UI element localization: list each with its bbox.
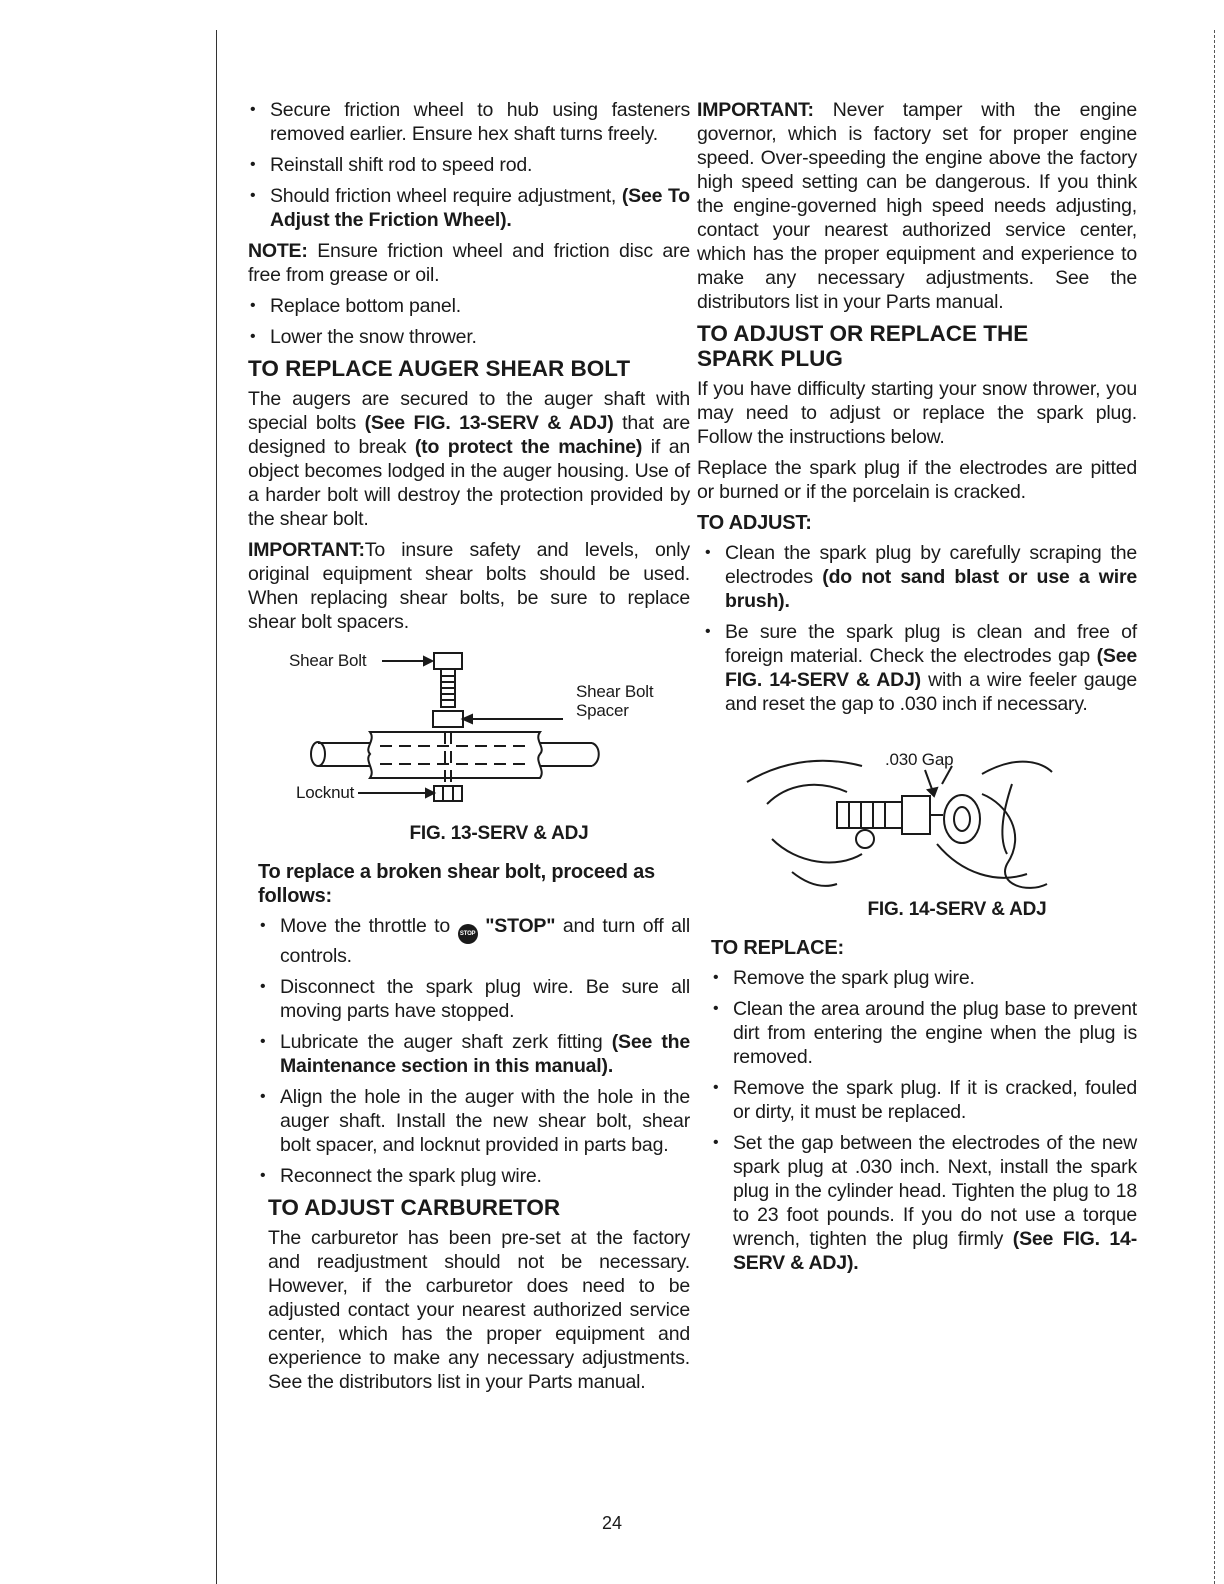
replace-heading: TO REPLACE: [711, 937, 844, 959]
adjust-steps [697, 541, 1137, 716]
list-item: • Secure friction wheel to hub using fasteners removed earlier. Ensure hex shaft turns freely. [248, 98, 690, 146]
label-gap: .030 Gap [885, 750, 954, 769]
list-item: • Set the gap between the electrodes of the new spark plug at .030 inch. Next, install the spark plug in the cylinder head. Tighten the plug to 18 to 23 foot pounds. If you do not use a torque wrench, tighten the plug firmly (See FIG. 14-SERV & ADJ). [711, 1131, 1137, 1275]
spark-plug-intro: If you have difficulty starting your snow thrower, you may need to adjust or replace the spark plug. Follow the instructions below. [697, 378, 1137, 448]
figure-13-caption: FIG. 13-SERV & ADJ [409, 823, 589, 844]
replace-section [697, 936, 1137, 1275]
left-column [248, 98, 690, 1401]
carburetor-paragraph: The carburetor has been pre-set at the factory and readjustment should not be necessary. However, if the carburetor does need to be adjusted contact your nearest authorized service center, which has the proper equipment and experience to make any necessary adjustments. See the distributors list in your Parts manual. [268, 1227, 690, 1393]
governor-important-paragraph: IMPORTANT: Never tamper with the engine governor, which is factory set for proper engine speed. Over-speeding the engine above the factory high speed setting can be dangerous. If you think the engine-governed high speed needs adjusting, contact your nearest authorized service center, which has the proper equipment and experience to make any necessary adjustments. See the distributors list in your Parts manual. [697, 99, 1137, 313]
list-item: • Should friction wheel require adjustment, (See To Adjust the Friction Wheel). [248, 184, 690, 232]
list-item: • Clean the spark plug by carefully scraping the electrodes (do not sand blast or use a wire brush). [703, 541, 1137, 613]
figure-14 [697, 744, 1137, 892]
list-item: • Lower the snow thrower. [248, 325, 690, 349]
important-paragraph: IMPORTANT:To insure safety and levels, only original equipment shear bolts should be used. When replacing shear bolts, be sure to replace shear bolt spacers. [248, 539, 690, 633]
procedure-heading: To replace a broken shear bolt, proceed as follows: [258, 861, 655, 907]
right-column [697, 98, 1137, 1282]
list-item: • Clean the area around the plug base to prevent dirt from entering the engine when the plug is removed. [711, 997, 1137, 1069]
list-item: • Disconnect the spark plug wire. Be sure all moving parts have stopped. [258, 975, 690, 1023]
panel-steps [248, 294, 690, 349]
spark-plug-heading: TO ADJUST OR REPLACE THE SPARK PLUG [697, 321, 1029, 371]
list-item: • Remove the spark plug. If it is cracked, fouled or dirty, it must be replaced. [711, 1076, 1137, 1124]
label-shear-bolt-spacer-line2: Spacer [576, 701, 629, 720]
shear-bolt-heading: TO REPLACE AUGER SHEAR BOLT [248, 356, 631, 381]
page-number: 24 [601, 1513, 623, 1533]
shear-bolt-steps [248, 914, 690, 1188]
list-item: • Lubricate the auger shaft zerk fitting (See the Maintenance section in this manual). [258, 1030, 690, 1078]
carburetor-section [248, 1195, 690, 1394]
adjust-heading: TO ADJUST: [697, 512, 812, 534]
replace-steps [711, 966, 1137, 1275]
note-paragraph: NOTE: Ensure friction wheel and friction disc are free from grease or oil. [248, 240, 690, 286]
label-shear-bolt-spacer-line1: Shear Bolt [576, 682, 654, 701]
carburetor-heading: TO ADJUST CARBURETOR [268, 1195, 561, 1220]
list-item: • Reconnect the spark plug wire. [258, 1164, 690, 1188]
list-item: • Reinstall shift rod to speed rod. [248, 153, 690, 177]
list-item: • Remove the spark plug wire. [711, 966, 1137, 990]
note-label: NOTE: [248, 240, 308, 262]
label-locknut: Locknut [296, 783, 355, 802]
spark-plug-replace-condition: Replace the spark plug if the electrodes are pitted or burned or if the porcelain is cracked. [697, 457, 1137, 503]
list-item: • Replace bottom panel. [248, 294, 690, 318]
label-shear-bolt: Shear Bolt [289, 651, 367, 670]
friction-wheel-reference: (See To Adjust the Friction Wheel). [270, 185, 690, 231]
stop-icon: STOP [458, 924, 478, 944]
page-margin-line-left [216, 30, 217, 1584]
figure-13 [248, 648, 690, 820]
list-item: • Be sure the spark plug is clean and free of foreign material. Check the electrodes gap (See FIG. 14-SERV & ADJ) with a wire feeler gauge and reset the gap to .030 inch if necessary. [703, 620, 1137, 716]
important-label: IMPORTANT: [697, 99, 814, 121]
figure-14-caption: FIG. 14-SERV & ADJ [867, 899, 1047, 920]
page-margin-line-right [1214, 30, 1215, 1584]
friction-wheel-steps [248, 98, 690, 232]
list-item: • Move the throttle to STOP "STOP" and turn off all controls. [258, 914, 690, 968]
important-label: IMPORTANT: [248, 539, 365, 561]
list-item: • Align the hole in the auger with the hole in the auger shaft. Install the new shear bolt, shear bolt spacer, and locknut provided in parts bag. [258, 1085, 690, 1157]
shear-bolt-paragraph: The augers are secured to the auger shaft with special bolts (See FIG. 13-SERV & ADJ) that are designed to break (to protect the machine) if an object becomes lodged in the auger housing. Use of a harder bolt will destroy the protection provided by the shear bolt. [248, 388, 690, 530]
